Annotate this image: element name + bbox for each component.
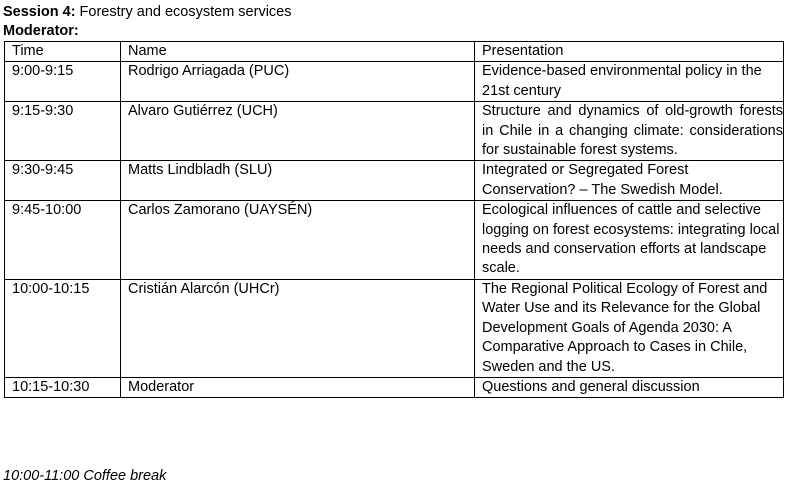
session-title: Forestry and ecosystem services [75, 4, 292, 20]
presentation-cell: Questions and general discussion [475, 377, 784, 397]
table-row [5, 201, 784, 280]
name-cell: Rodrigo Arriagada (PUC) [121, 62, 475, 102]
table-row [5, 279, 784, 377]
name-cell: Carlos Zamorano (UAYSÉN) [121, 201, 475, 280]
time-cell: 10:00-10:15 [5, 279, 121, 377]
table-header-row [5, 42, 784, 62]
name-cell: Moderator [121, 377, 475, 397]
moderator-heading: Moderator: [3, 23, 79, 39]
header-time: Time [5, 42, 121, 62]
name-cell: Alvaro Gutiérrez (UCH) [121, 102, 475, 161]
name-cell: Matts Lindbladh (SLU) [121, 161, 475, 201]
session-label: Session 4: [3, 4, 76, 20]
header-name: Name [121, 42, 475, 62]
header-presentation: Presentation [475, 42, 784, 62]
name-cell: Cristián Alarcón (UHCr) [121, 279, 475, 377]
table-row [5, 161, 784, 201]
table-row [5, 377, 784, 397]
time-cell: 9:30-9:45 [5, 161, 121, 201]
presentation-cell: Structure and dynamics of old-growth forests in Chile in a changing climate: considerations for sustainable forest systems. [475, 102, 784, 161]
table-row [5, 102, 784, 161]
presentation-cell: Ecological influences of cattle and selective logging on forest ecosystems: integrating local needs and conservation efforts at landscape scale. [475, 201, 784, 280]
time-cell: 9:15-9:30 [5, 102, 121, 161]
presentation-cell: Integrated or Segregated Forest Conservation? – The Swedish Model. [475, 161, 784, 201]
time-cell: 9:00-9:15 [5, 62, 121, 102]
schedule-table [4, 41, 784, 398]
coffee-break-note: 10:00-11:00 Coffee break [3, 468, 167, 484]
table-row [5, 62, 784, 102]
time-cell: 9:45-10:00 [5, 201, 121, 280]
time-cell: 10:15-10:30 [5, 377, 121, 397]
session-heading [3, 3, 292, 22]
presentation-cell: Evidence-based environmental policy in the 21st century [475, 62, 784, 102]
presentation-cell: The Regional Political Ecology of Forest and Water Use and its Relevance for the Global Development Goals of Agenda 2030: A Comparative Approach to Cases in Chile, Sweden and the US. [475, 279, 784, 377]
